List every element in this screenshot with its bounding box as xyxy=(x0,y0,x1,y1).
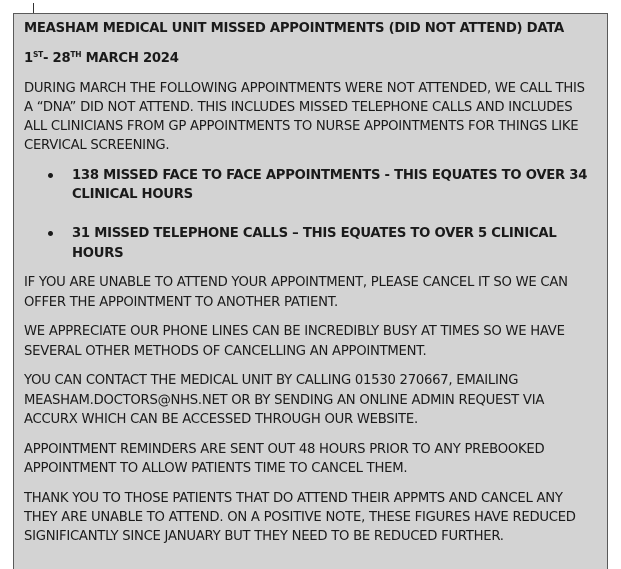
intro-paragraph: DURING MARCH THE FOLLOWING APPOINTMENTS WERE NOT ATTENDED, WE CALL THIS A “DNA” DID NOT ATTEND. THIS INCLUDES MISSED TELEPHONE CALLS AND INCLUDES ALL CLINICIANS FROM GP APPOINTMENTS TO NURSE APPOINTMENTS FOR THINGS LIKE CERVICAL SCREENING. xyxy=(24,80,585,154)
end-day-suffix: TH xyxy=(70,49,82,59)
date-range xyxy=(24,49,595,68)
missed-appointment-stats xyxy=(24,166,595,263)
phone-lines-paragraph: WE APPRECIATE OUR PHONE LINES CAN BE INCREDIBLY BUSY AT TIMES SO WE HAVE SEVERAL OTHER METHODS OF CANCELLING AN APPOINTMENT. xyxy=(24,324,565,359)
date-separator: - xyxy=(42,50,53,66)
notice-title: MEASHAM MEDICAL UNIT MISSED APPOINTMENTS (DID NOT ATTEND) DATA xyxy=(24,21,564,36)
stat-text: 31 MISSED TELEPHONE CALLS – THIS EQUATES TO OVER 5 CLINICAL HOURS xyxy=(72,226,557,261)
start-day-suffix: ST xyxy=(32,49,43,59)
stat-item-face-to-face xyxy=(24,166,595,204)
thank-you-paragraph: THANK YOU TO THOSE PATIENTS THAT DO ATTEND THEIR APPMTS AND CANCEL ANY THEY ARE UNABLE TO ATTEND. ON A POSITIVE NOTE, THESE FIGURES HAVE REDUCED SIGNIFICANTLY SINCE JANUARY BUT THEY NEED TO BE REDUCED FURTHER. xyxy=(24,490,576,545)
contact-methods-paragraph: YOU CAN CONTACT THE MEDICAL UNIT BY CALLING 01530 270667, EMAILING MEASHAM.DOCTORS@NHS.NET OR BY SENDING AN ONLINE ADMIN REQUEST VIA ACCURX WHICH CAN BE ACCESSED THROUGH OUR WEBSITE. xyxy=(24,373,545,427)
end-day: 28 xyxy=(52,50,71,66)
cancel-request-paragraph: IF YOU ARE UNABLE TO ATTEND YOUR APPOINTMENT, PLEASE CANCEL IT SO WE CAN OFFER THE APPOINTMENT TO ANOTHER PATIENT. xyxy=(24,275,568,310)
bullet-icon xyxy=(48,173,53,178)
month-year: MARCH 2024 xyxy=(81,50,179,66)
start-day: 1 xyxy=(24,50,33,66)
bullet-icon xyxy=(48,231,53,236)
stat-text: 138 MISSED FACE TO FACE APPOINTMENTS - THIS EQUATES TO OVER 34 CLINICAL HOURS xyxy=(72,168,588,203)
dna-notice-box xyxy=(13,13,608,569)
reminders-paragraph: APPOINTMENT REMINDERS ARE SENT OUT 48 HOURS PRIOR TO ANY PREBOOKED APPOINTMENT TO ALLOW PATIENTS TIME TO CANCEL THEM. xyxy=(24,441,545,476)
stat-item-telephone xyxy=(24,224,595,262)
